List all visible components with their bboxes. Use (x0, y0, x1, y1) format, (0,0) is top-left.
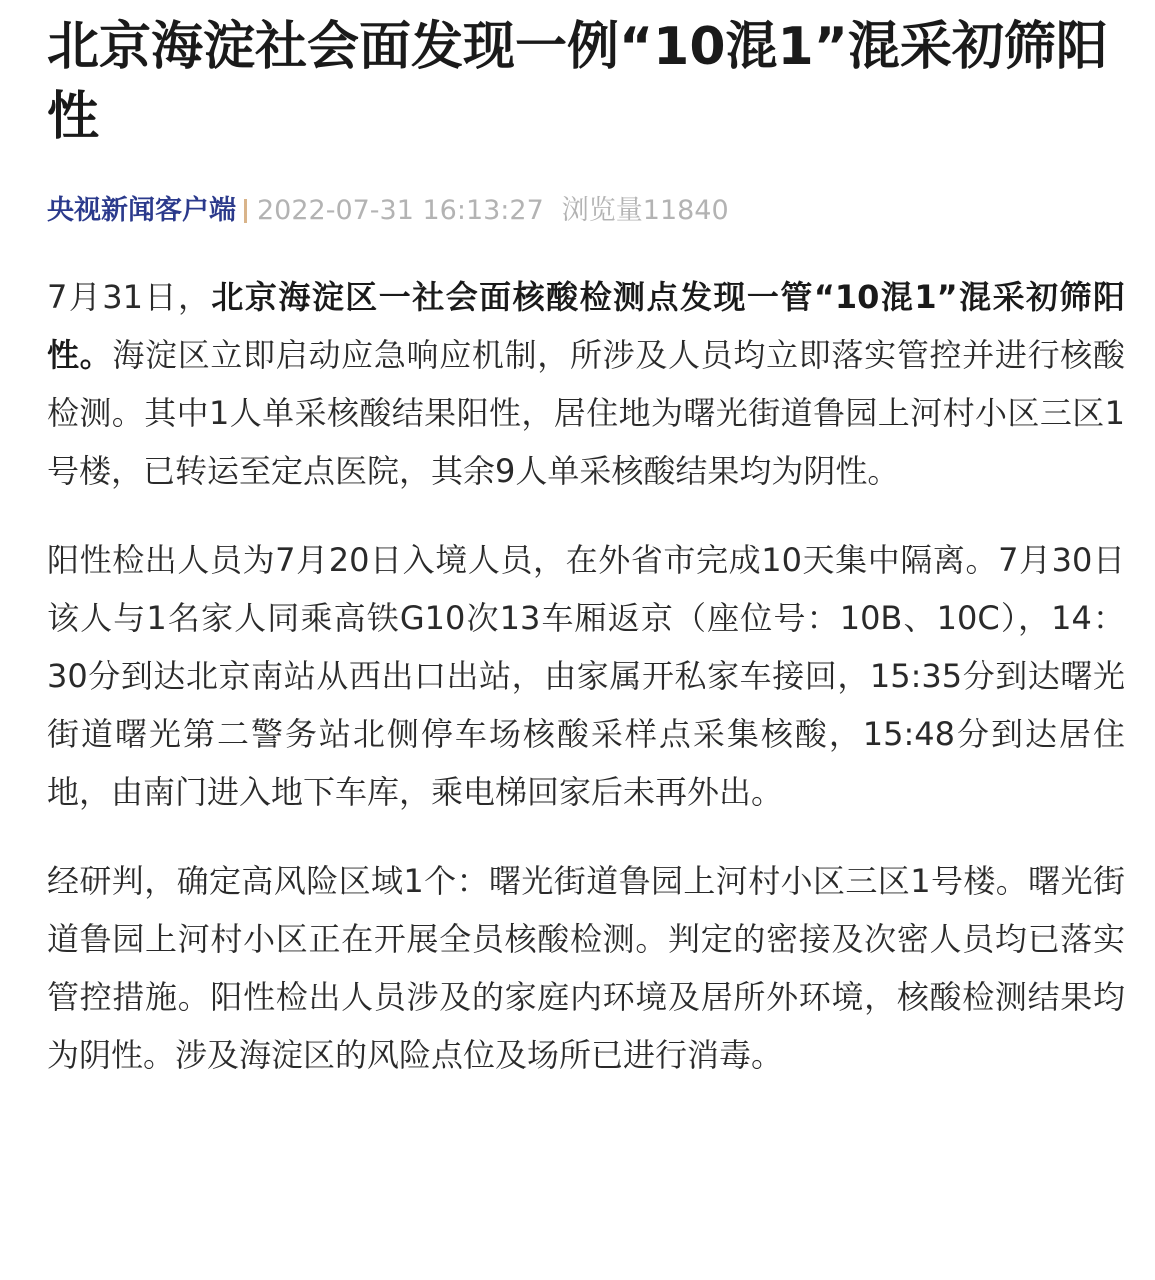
article-meta (47, 194, 1125, 228)
paragraph-1-lead: 7月31日， (47, 278, 212, 316)
paragraph-1-rest: 海淀区立即启动应急响应机制，所涉及人员均立即落实管控并进行核酸检测。其中1人单采核酸结果阳性，居住地为曙光街道鲁园上河村小区三区1号楼，已转运至定点医院，其余9人单采核酸结果均为阴性。 (47, 336, 1125, 490)
publish-datetime: 2022-07-31 16:13:27 (257, 195, 544, 226)
paragraph-1-highlight: 北京海淀区一社会面核酸检测点发现一管“10混1”混采初筛阳性。 (47, 278, 1125, 374)
article-title: 北京海淀社会面发现一例“10混1”混采初筛阳性 (47, 17, 1108, 147)
paragraph-2: 阳性检出人员为7月20日入境人员，在外省市完成10天集中隔离。7月30日该人与1名家人同乘高铁G10次13车厢返京（座位号：10B、10C），14：30分到达北京南站从西出口出站，由家属开私家车接回，15:35分到达曙光街道曙光第二警务站北侧停车场核酸采样点采集核酸，15:48分到达居住地，由南门进入地下车库，乘电梯回家后未再外出。 (47, 541, 1125, 811)
paragraph-3: 经研判，确定高风险区域1个：曙光街道鲁园上河村小区三区1号楼。曙光街道鲁园上河村小区正在开展全员核酸检测。判定的密接及次密人员均已落实管控措施。阳性检出人员涉及的家庭内环境及居所外环境，核酸检测结果均为阴性。涉及海淀区的风险点位及场所已进行消毒。 (47, 862, 1125, 1074)
article-body (47, 268, 1125, 1084)
source-link[interactable]: 央视新闻客户端 (47, 195, 236, 226)
view-count: 浏览量11840 (561, 195, 729, 226)
paragraph-1 (47, 268, 1125, 500)
meta-divider (244, 199, 247, 223)
